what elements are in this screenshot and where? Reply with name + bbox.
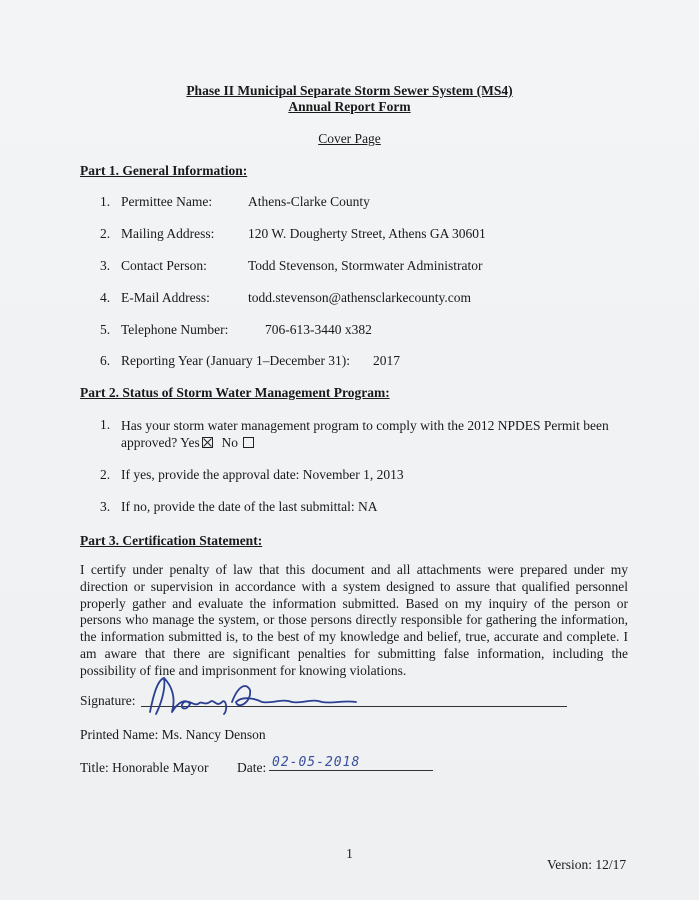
version-label: Version: 12/17	[547, 857, 627, 872]
printed-name: Printed Name: Ms. Nancy Denson	[80, 727, 266, 742]
part1-heading: Part 1. General Information:	[80, 163, 248, 178]
signature-label: Signature:	[80, 693, 136, 708]
item-number: 5.	[100, 322, 111, 337]
item-label: Telephone Number:	[121, 322, 229, 337]
q1-no-label: No	[221, 435, 239, 450]
q3-text: If no, provide the date of the last submittal: NA	[121, 499, 378, 514]
item-value: 2017	[373, 353, 400, 368]
q1-line2: approved?	[121, 435, 178, 450]
item-value: 120 W. Dougherty Street, Athens GA 30601	[248, 226, 486, 241]
q3-number: 3.	[100, 499, 111, 514]
cover-page-label: Cover Page	[318, 131, 381, 146]
date-label: Date:	[237, 760, 267, 775]
signer-title: Title: Honorable Mayor	[80, 760, 209, 775]
item-label: E-Mail Address:	[121, 290, 210, 305]
form-title: Phase II Municipal Separate Storm Sewer System (MS4)	[186, 83, 513, 98]
yes-checkbox[interactable]	[202, 437, 213, 448]
page-number: 1	[346, 846, 353, 861]
certification-statement: I certify under penalty of law that this document and all attachments were prepared under my direction or supervision in accordance with a system designed to assure that qualified personnel properly gather and evaluate the information submitted. Based on my inquiry of the person or persons who manage the system, or those persons directly responsible for gathering the information, the information submitted is, to the best of my knowledge and belief, true, accurate and complete. I am aware that there are significant penalties for submitting false information, including the possibility of fine and imprisonment for knowing violations.	[80, 562, 628, 678]
item-label: Reporting Year (January 1–December 31):	[121, 353, 351, 368]
item-value: Athens-Clarke County	[248, 194, 370, 209]
item-label: Contact Person:	[121, 258, 207, 273]
q2-text: If yes, provide the approval date: November 1, 2013	[121, 467, 404, 482]
part2-heading: Part 2. Status of Storm Water Management Program:	[80, 385, 390, 400]
item-value: todd.stevenson@athensclarkecounty.com	[248, 290, 471, 305]
q1-text	[121, 417, 631, 451]
item-label: Mailing Address:	[121, 226, 215, 241]
q1-yes-label: Yes	[180, 435, 200, 450]
item-number: 1.	[100, 194, 111, 209]
item-number: 6.	[100, 353, 111, 368]
date-line	[269, 770, 433, 771]
item-value: Todd Stevenson, Stormwater Administrator	[248, 258, 483, 273]
q2-number: 2.	[100, 467, 111, 482]
no-checkbox[interactable]	[243, 437, 254, 448]
item-number: 2.	[100, 226, 111, 241]
handwritten-date: 02-05-2018	[272, 755, 361, 770]
q1-number: 1.	[100, 417, 111, 432]
item-number: 3.	[100, 258, 111, 273]
handwritten-signature	[142, 672, 362, 718]
q1-line1: Has your storm water management program to comply with the 2012 NPDES Permit been	[121, 418, 609, 433]
item-value: 706-613-3440 x382	[265, 322, 372, 337]
part3-heading: Part 3. Certification Statement:	[80, 533, 263, 548]
form-subtitle: Annual Report Form	[288, 99, 411, 114]
item-label: Permittee Name:	[121, 194, 213, 209]
item-number: 4.	[100, 290, 111, 305]
